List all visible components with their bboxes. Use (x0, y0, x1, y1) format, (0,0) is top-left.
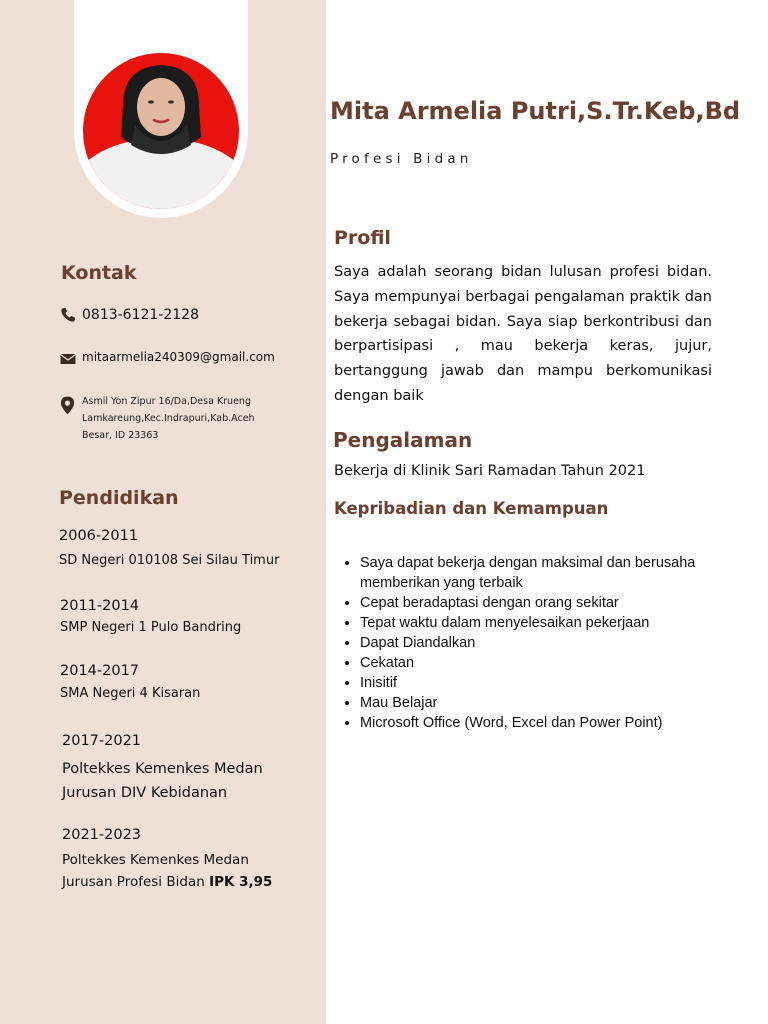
education-major-line (62, 871, 272, 893)
skills-list (342, 553, 720, 733)
education-school: SMP Negeri 1 Pulo Bandring (60, 620, 242, 635)
education-school (62, 757, 263, 805)
experience-text: Bekerja di Klinik Sari Ramadan Tahun 2021 (334, 463, 646, 479)
address-line: Asmil Yon Zipur 16/Da,Desa Krueng (82, 396, 251, 407)
skills-heading: Kepribadian dan Kemampuan (334, 499, 609, 518)
address (82, 393, 270, 444)
profile-heading: Profil (334, 227, 391, 249)
contact-email (60, 349, 275, 367)
skill-item: • Saya dapat bekerja dengan maksimal dan berusaha memberikan yang terbaik (360, 553, 720, 593)
address-line: Lamkareung,Kec.Indrapuri,Kab.Aceh (82, 413, 255, 424)
profile-photo-illustration (83, 53, 239, 209)
education-school-name: Poltekkes Kemenkes Medan (62, 852, 249, 868)
mail-icon (60, 351, 76, 367)
job-title: Profesi Bidan (330, 151, 473, 167)
education-school-name: Poltekkes Kemenkes Medan (62, 761, 263, 777)
full-name: Mita Armelia Putri,S.Tr.Keb,Bd (330, 97, 741, 125)
education-years: 2017-2021 (62, 733, 142, 749)
education-years: 2006-2011 (59, 528, 139, 544)
education-years: 2014-2017 (60, 663, 140, 679)
skill-item: • Cekatan (360, 653, 720, 673)
education-major: Jurusan DIV Kebidanan (62, 785, 228, 801)
education-major: Jurusan Profesi Bidan (62, 874, 205, 890)
skill-item: • Tepat waktu dalam menyelesaikan pekerjaan (360, 613, 720, 633)
contact-heading: Kontak (61, 262, 137, 284)
profile-text: Saya adalah seorang bidan lulusan profesi bidan. Saya mempunyai berbagai pengalaman praktik dan bekerja sebagai bidan. Saya siap berkontribusi dan berpartisipasi , mau bekerja keras, jujur, bertanggung jawab dan mampu berkomunikasi dengan baik (334, 264, 712, 404)
skill-item: • Mau Belajar (360, 693, 720, 713)
email-address: mitaarmelia240309@gmail.com (82, 350, 275, 364)
education-school: SD Negeri 010108 Sei Silau Timur (59, 553, 280, 568)
education-years: 2021-2023 (62, 827, 142, 843)
experience-heading: Pengalaman (333, 428, 473, 452)
location-pin-icon (60, 396, 75, 415)
contact-phone (60, 307, 199, 324)
education-years: 2011-2014 (60, 598, 140, 614)
phone-number: 0813-6121-2128 (82, 307, 199, 323)
education-gpa: IPK 3,95 (209, 874, 273, 890)
education-school: SMA Negeri 4 Kisaran (60, 686, 201, 701)
education-heading: Pendidikan (59, 487, 179, 509)
skill-item: • Inisitif (360, 673, 720, 693)
skill-item: • Dapat Diandalkan (360, 633, 720, 653)
education-school (62, 849, 272, 893)
skill-item: • Microsoft Office (Word, Excel dan Power Point) (360, 713, 720, 733)
address-line: Besar, ID 23363 (82, 430, 159, 441)
profile-photo (83, 53, 239, 209)
phone-icon (60, 307, 76, 323)
skill-item: • Cepat beradaptasi dengan orang sekitar (360, 593, 720, 613)
